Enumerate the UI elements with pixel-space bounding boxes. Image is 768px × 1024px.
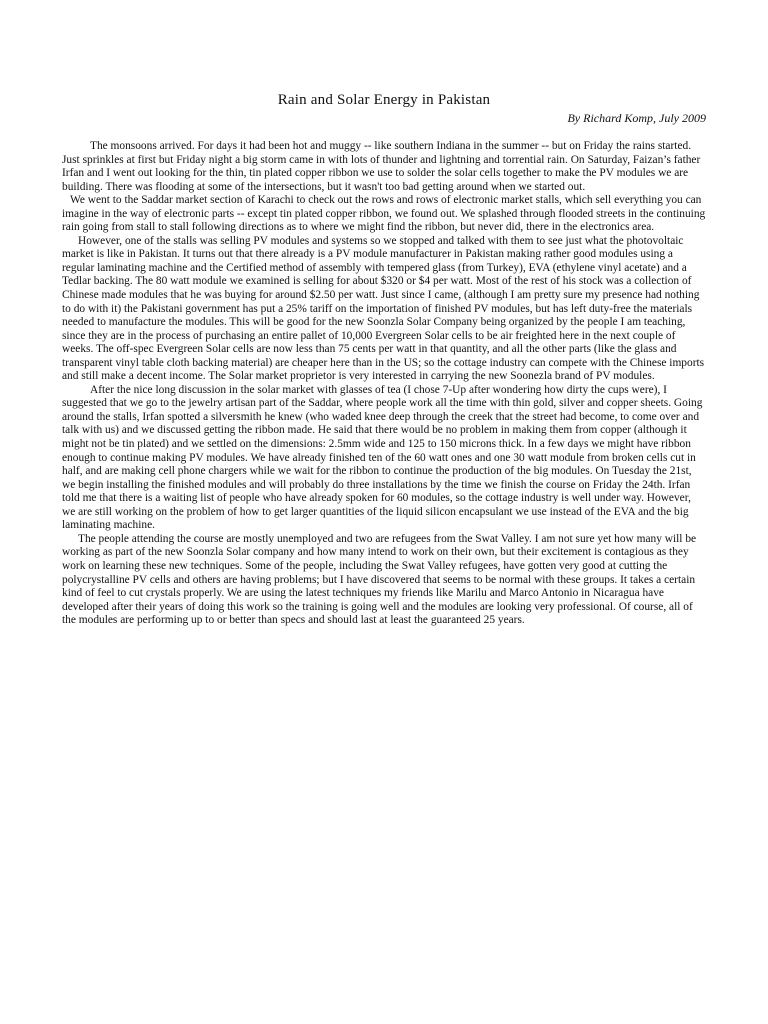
paragraph-2: We went to the Saddar market section of Karachi to check out the rows and rows of electronic market stalls, which sell everything you can imagine in the way of electronic parts -- except tin plated copper ribbon, we found out. We splashed through flooded streets in the continuing rain going from stall to stall following directions as to where we might find the ribbon, but never did, there in the electronics area. <box>62 194 706 234</box>
paragraph-5: The people attending the course are mostly unemployed and two are refugees from the Swat Valley. I am not sure yet how many will be working as part of the new Soonzla Solar company and how many intend to work on their own, but their excitement is contagious as they work on learning these new techniques. Some of the people, including the Swat Valley refugees, have gotten very good at cutting the polycrystalline PV cells and others are having problems; but I have discovered that seems to be normal with these groups. It takes a certain kind of feel to cut crystals properly. We are using the latest techniques my friends like Marilu and Marco Antonio in Nicaragua have developed after their years of doing this work so the training is going well and the modules are looking very professional. Of course, all of the modules are performing up to or better than specs and should last at least the guaranteed 25 years. <box>62 532 697 627</box>
document-title: Rain and Solar Energy in Pakistan <box>277 92 491 108</box>
document-body <box>62 140 707 628</box>
paragraph-1: The monsoons arrived. For days it had been hot and muggy -- like southern Indiana in the summer -- but on Friday the rains started. Just sprinkles at first but Friday night a big storm came in with lots of thunder and lightning and torrential rain. On Saturday, Faizan’s father Irfan and I went out looking for the thin, tin plated copper ribbon we use to solder the solar cells together to make the PV modules we are building. There was flooding at some of the intersections, but it wasn't too bad getting around when we started out. <box>62 140 701 193</box>
paragraph-4: After the nice long discussion in the solar market with glasses of tea (I chose 7-Up after wondering how dirty the cups were), I suggested that we go to the jewelry artisan part of the Saddar, where people work all the time with thin gold, silver and copper sheets. Going around the stalls, Irfan spotted a silversmith he knew (who waded knee deep through the creek that the street had become, to come over and talk with us) and we discussed getting the ribbon made. He said that there would be no problem in making them from copper (although it might not be tin plated) and we settled on the dimensions: 2.5mm wide and 125 to 150 microns thick. In a few days we might have ribbon enough to continue making PV modules. We have already finished ten of the 60 watt ones and one 30 watt module from broken cells cut in half, and are making cell phone chargers while we wait for the ribbon to continue the production of the big modules. On Tuesday the 21st, we begin installing the finished modules and will probably do three installations by the time we finish the course on Friday the 24th. Irfan told me that there is a waiting list of people who have already spoken for 60 modules, so the cottage industry is well under way. However, we are still working on the problem of how to get larger quantities of the liquid silicon encapsulant we use instead of the EVA and the big laminating machine. <box>62 383 703 532</box>
document-byline: By Richard Komp, July 2009 <box>567 111 706 125</box>
paragraph-3: However, one of the stalls was selling PV modules and systems so we stopped and talked with them to see just what the photovoltaic market is like in Pakistan. It turns out that there already is a PV module manufacturer in Pakistan making rather good modules using a regular laminating machine and the Certified method of assembly with tempered glass (from Turkey), EVA (ethylene vinyl acetate) and a Tedlar backing. The 80 watt module we examined is selling for about $320 or $4 per watt. Most of the rest of his stock was a collection of Chinese made modules that he was buying for around $2.50 per watt. Just since I came, (although I am pretty sure my presence had nothing to do with it) the Pakistani government has put a 25% tariff on the importation of finished PV modules, but has left duty-free the materials needed to manufacture the modules. This will be good for the new Soonzla Solar Company being organized by the people I am teaching, since they are in the process of purchasing an entire pallet of 10,000 Evergreen Solar cells to be air freighted here in the next couple of weeks. The off-spec Evergreen Solar cells are now less than 75 cents per watt in that quantity, and all the other parts (like the glass and transparent vinyl table cloth backing material) are cheaper here than in the US; so the cottage industry can compete with the Chinese imports and still make a decent income. The Solar market proprietor is very interested in carrying the new Soonezla brand of PV modules. <box>62 234 705 383</box>
